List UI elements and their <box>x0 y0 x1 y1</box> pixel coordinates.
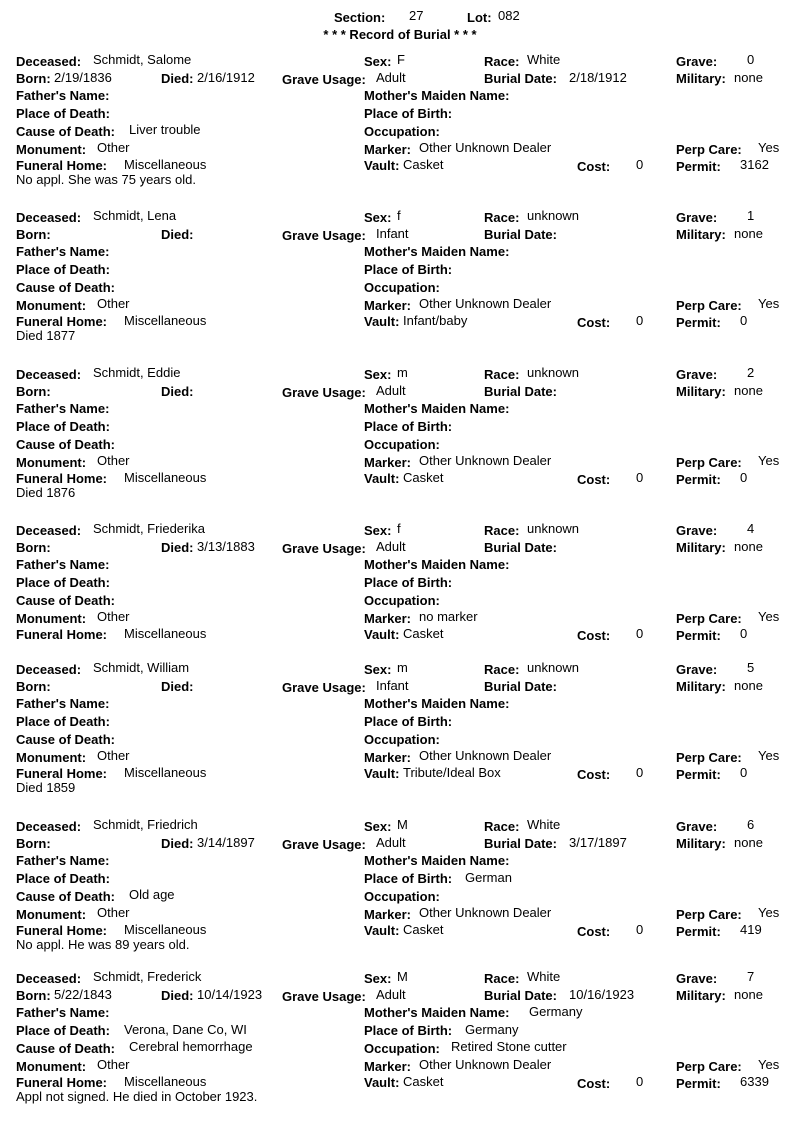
lot-label: Lot: <box>467 10 492 25</box>
mother-value: Germany <box>529 1004 583 1019</box>
marker-value: Other Unknown Dealer <box>419 1056 552 1072</box>
sex-value: M <box>397 817 408 832</box>
place-of-birth-label: Place of Birth: <box>364 105 453 121</box>
born-label: Born: <box>16 678 51 694</box>
died-value: 3/14/1897 <box>197 834 255 850</box>
burial-record <box>0 208 800 364</box>
burial-record <box>0 52 800 208</box>
occupation-label: Occupation: <box>364 889 440 904</box>
race-label: Race: <box>484 523 520 538</box>
father-label: Father's Name: <box>16 88 110 103</box>
grave-usage-value: Infant <box>376 225 409 241</box>
military-value: none <box>734 834 763 850</box>
burial-date-value: 10/16/1923 <box>569 986 635 1002</box>
place-of-birth-label: Place of Birth: <box>364 261 453 277</box>
died-label: Died: <box>161 835 194 851</box>
deceased-label: Deceased: <box>16 971 82 986</box>
permit-value: 6339 <box>740 1074 769 1089</box>
father-label: Father's Name: <box>16 557 110 572</box>
grave-value: 5 <box>747 660 755 675</box>
perp-care-label: Perp Care: <box>676 906 742 922</box>
occupation-label: Occupation: <box>364 280 440 295</box>
burial-date-label: Burial Date: <box>484 835 557 851</box>
cost-value: 0 <box>636 470 644 485</box>
funeral-home-value: Miscellaneous <box>124 313 207 328</box>
deceased-value: Schmidt, Eddie <box>93 365 181 380</box>
vault-value: Casket <box>403 470 444 485</box>
vault-label: Vault: <box>364 923 400 938</box>
record-note: No appl. She was 75 years old. <box>16 171 196 187</box>
race-value: unknown <box>527 208 580 223</box>
grave-value: 4 <box>747 521 755 536</box>
father-label: Father's Name: <box>16 401 110 416</box>
died-value: 10/14/1923 <box>197 986 263 1002</box>
cost-label: Cost: <box>577 472 611 487</box>
grave-value: 6 <box>747 817 755 832</box>
mother-label: Mother's Maiden Name: <box>364 244 510 259</box>
military-label: Military: <box>676 70 726 86</box>
place-of-death-label: Place of Death: <box>16 870 110 886</box>
place-of-death-label: Place of Death: <box>16 105 110 121</box>
record-note: Died 1877 <box>16 327 76 343</box>
monument-label: Monument: <box>16 749 87 765</box>
burial-date-label: Burial Date: <box>484 678 557 694</box>
permit-value: 0 <box>740 765 748 780</box>
vault-value: Casket <box>403 922 444 937</box>
occupation-label: Occupation: <box>364 593 440 608</box>
race-value: White <box>527 817 561 832</box>
sex-value: f <box>397 208 401 223</box>
sex-value: m <box>397 365 408 380</box>
grave-value: 7 <box>747 969 755 984</box>
marker-value: no marker <box>419 608 478 624</box>
permit-value: 0 <box>740 470 748 485</box>
sex-label: Sex: <box>364 54 392 69</box>
deceased-label: Deceased: <box>16 210 82 225</box>
military-label: Military: <box>676 678 726 694</box>
burial-date-label: Burial Date: <box>484 226 557 242</box>
cost-label: Cost: <box>577 924 611 939</box>
died-label: Died: <box>161 678 194 694</box>
marker-label: Marker: <box>364 749 411 765</box>
cost-value: 0 <box>636 765 644 780</box>
sex-label: Sex: <box>364 523 392 538</box>
born-label: Born: <box>16 70 51 86</box>
burial-record <box>0 969 800 1125</box>
military-label: Military: <box>676 835 726 851</box>
grave-label: Grave: <box>676 523 718 538</box>
burial-date-label: Burial Date: <box>484 70 557 86</box>
section-value: 27 <box>409 8 424 23</box>
monument-label: Monument: <box>16 454 87 470</box>
military-value: none <box>734 69 763 85</box>
father-label: Father's Name: <box>16 1005 110 1020</box>
grave-label: Grave: <box>676 367 718 382</box>
cost-label: Cost: <box>577 315 611 330</box>
cost-label: Cost: <box>577 1076 611 1091</box>
military-value: none <box>734 225 763 241</box>
grave-usage-label: Grave Usage: <box>282 384 366 400</box>
deceased-value: Schmidt, Salome <box>93 52 192 67</box>
perp-care-value: Yes <box>758 747 780 763</box>
mother-label: Mother's Maiden Name: <box>364 853 510 868</box>
place-of-death-label: Place of Death: <box>16 261 110 277</box>
vault-value: Infant/baby <box>403 313 468 328</box>
military-label: Military: <box>676 987 726 1003</box>
mother-label: Mother's Maiden Name: <box>364 1005 510 1020</box>
cost-value: 0 <box>636 313 644 328</box>
monument-value: Other <box>97 452 130 468</box>
record-note: No appl. He was 89 years old. <box>16 936 190 952</box>
race-value: White <box>527 969 561 984</box>
race-label: Race: <box>484 971 520 986</box>
cause-of-death-label: Cause of Death: <box>16 732 115 747</box>
funeral-home-value: Miscellaneous <box>124 626 207 641</box>
place-of-birth-label: Place of Birth: <box>364 574 453 590</box>
deceased-label: Deceased: <box>16 523 82 538</box>
lot-value: 082 <box>498 8 520 23</box>
cost-label: Cost: <box>577 767 611 782</box>
father-label: Father's Name: <box>16 696 110 711</box>
sex-label: Sex: <box>364 210 392 225</box>
funeral-home-label: Funeral Home: <box>16 923 108 938</box>
grave-usage-value: Infant <box>376 677 409 693</box>
mother-label: Mother's Maiden Name: <box>364 88 510 103</box>
grave-usage-label: Grave Usage: <box>282 679 366 695</box>
cause-of-death-label: Cause of Death: <box>16 124 115 139</box>
born-value: 5/22/1843 <box>54 986 112 1002</box>
grave-usage-label: Grave Usage: <box>282 227 366 243</box>
monument-label: Monument: <box>16 906 87 922</box>
perp-care-label: Perp Care: <box>676 1058 742 1074</box>
monument-label: Monument: <box>16 141 87 157</box>
burial-record <box>0 365 800 521</box>
funeral-home-value: Miscellaneous <box>124 470 207 485</box>
monument-label: Monument: <box>16 297 87 313</box>
vault-label: Vault: <box>364 158 400 173</box>
permit-label: Permit: <box>676 628 721 643</box>
born-label: Born: <box>16 987 51 1003</box>
deceased-value: Schmidt, Frederick <box>93 969 202 984</box>
marker-value: Other Unknown Dealer <box>419 452 552 468</box>
burial-record <box>0 660 800 816</box>
died-label: Died: <box>161 70 194 86</box>
occupation-label: Occupation: <box>364 732 440 747</box>
monument-value: Other <box>97 904 130 920</box>
military-value: none <box>734 538 763 554</box>
mother-label: Mother's Maiden Name: <box>364 401 510 416</box>
monument-label: Monument: <box>16 610 87 626</box>
cause-of-death-label: Cause of Death: <box>16 593 115 608</box>
grave-label: Grave: <box>676 54 718 69</box>
marker-label: Marker: <box>364 141 411 157</box>
grave-usage-value: Adult <box>376 834 406 850</box>
funeral-home-label: Funeral Home: <box>16 627 108 642</box>
cost-value: 0 <box>636 922 644 937</box>
grave-label: Grave: <box>676 662 718 677</box>
record-note: Died 1859 <box>16 779 76 795</box>
permit-label: Permit: <box>676 767 721 782</box>
vault-value: Casket <box>403 157 444 172</box>
permit-label: Permit: <box>676 924 721 939</box>
perp-care-value: Yes <box>758 1056 780 1072</box>
burial-date-label: Burial Date: <box>484 539 557 555</box>
military-value: none <box>734 382 763 398</box>
permit-value: 0 <box>740 626 748 641</box>
cost-value: 0 <box>636 157 644 172</box>
perp-care-label: Perp Care: <box>676 610 742 626</box>
permit-label: Permit: <box>676 159 721 174</box>
perp-care-label: Perp Care: <box>676 749 742 765</box>
funeral-home-label: Funeral Home: <box>16 471 108 486</box>
place-of-death-label: Place of Death: <box>16 713 110 729</box>
cause-of-death-value: Liver trouble <box>129 122 201 137</box>
died-label: Died: <box>161 226 194 242</box>
place-of-birth-value: Germany <box>465 1021 519 1037</box>
sex-value: f <box>397 521 401 536</box>
cost-label: Cost: <box>577 159 611 174</box>
funeral-home-value: Miscellaneous <box>124 157 207 172</box>
vault-value: Tribute/Ideal Box <box>403 765 501 780</box>
military-label: Military: <box>676 226 726 242</box>
grave-label: Grave: <box>676 210 718 225</box>
permit-label: Permit: <box>676 1076 721 1091</box>
sex-value: F <box>397 52 405 67</box>
mother-label: Mother's Maiden Name: <box>364 696 510 711</box>
perp-care-label: Perp Care: <box>676 141 742 157</box>
section-label: Section: <box>334 10 386 25</box>
burial-date-label: Burial Date: <box>484 987 557 1003</box>
sex-value: m <box>397 660 408 675</box>
occupation-label: Occupation: <box>364 437 440 452</box>
race-value: unknown <box>527 521 580 536</box>
marker-value: Other Unknown Dealer <box>419 904 552 920</box>
place-of-death-label: Place of Death: <box>16 418 110 434</box>
died-label: Died: <box>161 539 194 555</box>
funeral-home-value: Miscellaneous <box>124 922 207 937</box>
marker-label: Marker: <box>364 610 411 626</box>
military-value: none <box>734 677 763 693</box>
burial-date-label: Burial Date: <box>484 383 557 399</box>
sex-value: M <box>397 969 408 984</box>
born-label: Born: <box>16 539 51 555</box>
grave-value: 0 <box>747 52 755 67</box>
marker-value: Other Unknown Dealer <box>419 295 552 311</box>
grave-value: 2 <box>747 365 755 380</box>
funeral-home-label: Funeral Home: <box>16 158 108 173</box>
place-of-birth-label: Place of Birth: <box>364 713 453 729</box>
died-value: 2/16/1912 <box>197 69 255 85</box>
grave-usage-value: Adult <box>376 986 406 1002</box>
burial-date-value: 3/17/1897 <box>569 834 627 850</box>
cause-of-death-label: Cause of Death: <box>16 280 115 295</box>
deceased-label: Deceased: <box>16 819 82 834</box>
mother-label: Mother's Maiden Name: <box>364 557 510 572</box>
marker-label: Marker: <box>364 297 411 313</box>
record-note: Appl not signed. He died in October 1923. <box>16 1088 258 1104</box>
burial-date-value: 2/18/1912 <box>569 69 627 85</box>
race-value: unknown <box>527 365 580 380</box>
grave-usage-label: Grave Usage: <box>282 540 366 556</box>
deceased-value: Schmidt, William <box>93 660 190 675</box>
sex-label: Sex: <box>364 662 392 677</box>
race-label: Race: <box>484 210 520 225</box>
grave-usage-value: Adult <box>376 382 406 398</box>
monument-value: Other <box>97 608 130 624</box>
grave-usage-label: Grave Usage: <box>282 988 366 1004</box>
cause-of-death-label: Cause of Death: <box>16 1041 115 1056</box>
marker-value: Other Unknown Dealer <box>419 139 552 155</box>
perp-care-value: Yes <box>758 904 780 920</box>
grave-usage-value: Adult <box>376 69 406 85</box>
place-of-death-value: Verona, Dane Co, WI <box>124 1021 247 1037</box>
vault-label: Vault: <box>364 766 400 781</box>
burial-record <box>0 521 800 677</box>
born-label: Born: <box>16 383 51 399</box>
monument-value: Other <box>97 295 130 311</box>
father-label: Father's Name: <box>16 853 110 868</box>
funeral-home-label: Funeral Home: <box>16 314 108 329</box>
deceased-label: Deceased: <box>16 662 82 677</box>
sex-label: Sex: <box>364 971 392 986</box>
military-label: Military: <box>676 383 726 399</box>
cause-of-death-label: Cause of Death: <box>16 889 115 904</box>
race-label: Race: <box>484 819 520 834</box>
perp-care-label: Perp Care: <box>676 297 742 313</box>
occupation-value: Retired Stone cutter <box>451 1039 567 1054</box>
funeral-home-label: Funeral Home: <box>16 1075 108 1090</box>
race-value: unknown <box>527 660 580 675</box>
monument-value: Other <box>97 1056 130 1072</box>
marker-label: Marker: <box>364 1058 411 1074</box>
race-label: Race: <box>484 367 520 382</box>
place-of-birth-label: Place of Birth: <box>364 1022 453 1038</box>
father-label: Father's Name: <box>16 244 110 259</box>
vault-value: Casket <box>403 1074 444 1089</box>
military-label: Military: <box>676 539 726 555</box>
funeral-home-value: Miscellaneous <box>124 765 207 780</box>
marker-label: Marker: <box>364 906 411 922</box>
deceased-value: Schmidt, Lena <box>93 208 177 223</box>
died-label: Died: <box>161 987 194 1003</box>
vault-value: Casket <box>403 626 444 641</box>
race-value: White <box>527 52 561 67</box>
perp-care-value: Yes <box>758 295 780 311</box>
place-of-death-label: Place of Death: <box>16 1022 110 1038</box>
marker-value: Other Unknown Dealer <box>419 747 552 763</box>
died-label: Died: <box>161 383 194 399</box>
burial-record <box>0 817 800 973</box>
place-of-birth-label: Place of Birth: <box>364 870 453 886</box>
permit-value: 0 <box>740 313 748 328</box>
monument-value: Other <box>97 747 130 763</box>
grave-value: 1 <box>747 208 755 223</box>
born-value: 2/19/1836 <box>54 69 112 85</box>
occupation-label: Occupation: <box>364 1041 440 1056</box>
place-of-birth-value: German <box>465 869 512 885</box>
permit-label: Permit: <box>676 472 721 487</box>
permit-value: 419 <box>740 922 762 937</box>
grave-usage-label: Grave Usage: <box>282 71 366 87</box>
cause-of-death-label: Cause of Death: <box>16 437 115 452</box>
record-note: Died 1876 <box>16 484 76 500</box>
born-label: Born: <box>16 226 51 242</box>
deceased-value: Schmidt, Friedrich <box>93 817 198 832</box>
died-value: 3/13/1883 <box>197 538 255 554</box>
place-of-death-label: Place of Death: <box>16 574 110 590</box>
deceased-value: Schmidt, Friederika <box>93 521 205 536</box>
record-title: * * * Record of Burial * * * <box>323 27 477 42</box>
cause-of-death-value: Old age <box>129 887 175 902</box>
grave-label: Grave: <box>676 971 718 986</box>
born-label: Born: <box>16 835 51 851</box>
cost-value: 0 <box>636 626 644 641</box>
grave-usage-value: Adult <box>376 538 406 554</box>
permit-label: Permit: <box>676 315 721 330</box>
grave-usage-label: Grave Usage: <box>282 836 366 852</box>
vault-label: Vault: <box>364 627 400 642</box>
grave-label: Grave: <box>676 819 718 834</box>
sex-label: Sex: <box>364 367 392 382</box>
monument-value: Other <box>97 139 130 155</box>
deceased-label: Deceased: <box>16 367 82 382</box>
funeral-home-value: Miscellaneous <box>124 1074 207 1089</box>
marker-label: Marker: <box>364 454 411 470</box>
vault-label: Vault: <box>364 314 400 329</box>
funeral-home-label: Funeral Home: <box>16 766 108 781</box>
vault-label: Vault: <box>364 1075 400 1090</box>
perp-care-value: Yes <box>758 452 780 468</box>
permit-value: 3162 <box>740 157 769 172</box>
monument-label: Monument: <box>16 1058 87 1074</box>
deceased-label: Deceased: <box>16 54 82 69</box>
cost-label: Cost: <box>577 628 611 643</box>
cost-value: 0 <box>636 1074 644 1089</box>
place-of-birth-label: Place of Birth: <box>364 418 453 434</box>
race-label: Race: <box>484 662 520 677</box>
cause-of-death-value: Cerebral hemorrhage <box>129 1039 253 1054</box>
occupation-label: Occupation: <box>364 124 440 139</box>
race-label: Race: <box>484 54 520 69</box>
perp-care-value: Yes <box>758 139 780 155</box>
perp-care-label: Perp Care: <box>676 454 742 470</box>
military-value: none <box>734 986 763 1002</box>
perp-care-value: Yes <box>758 608 780 624</box>
sex-label: Sex: <box>364 819 392 834</box>
vault-label: Vault: <box>364 471 400 486</box>
